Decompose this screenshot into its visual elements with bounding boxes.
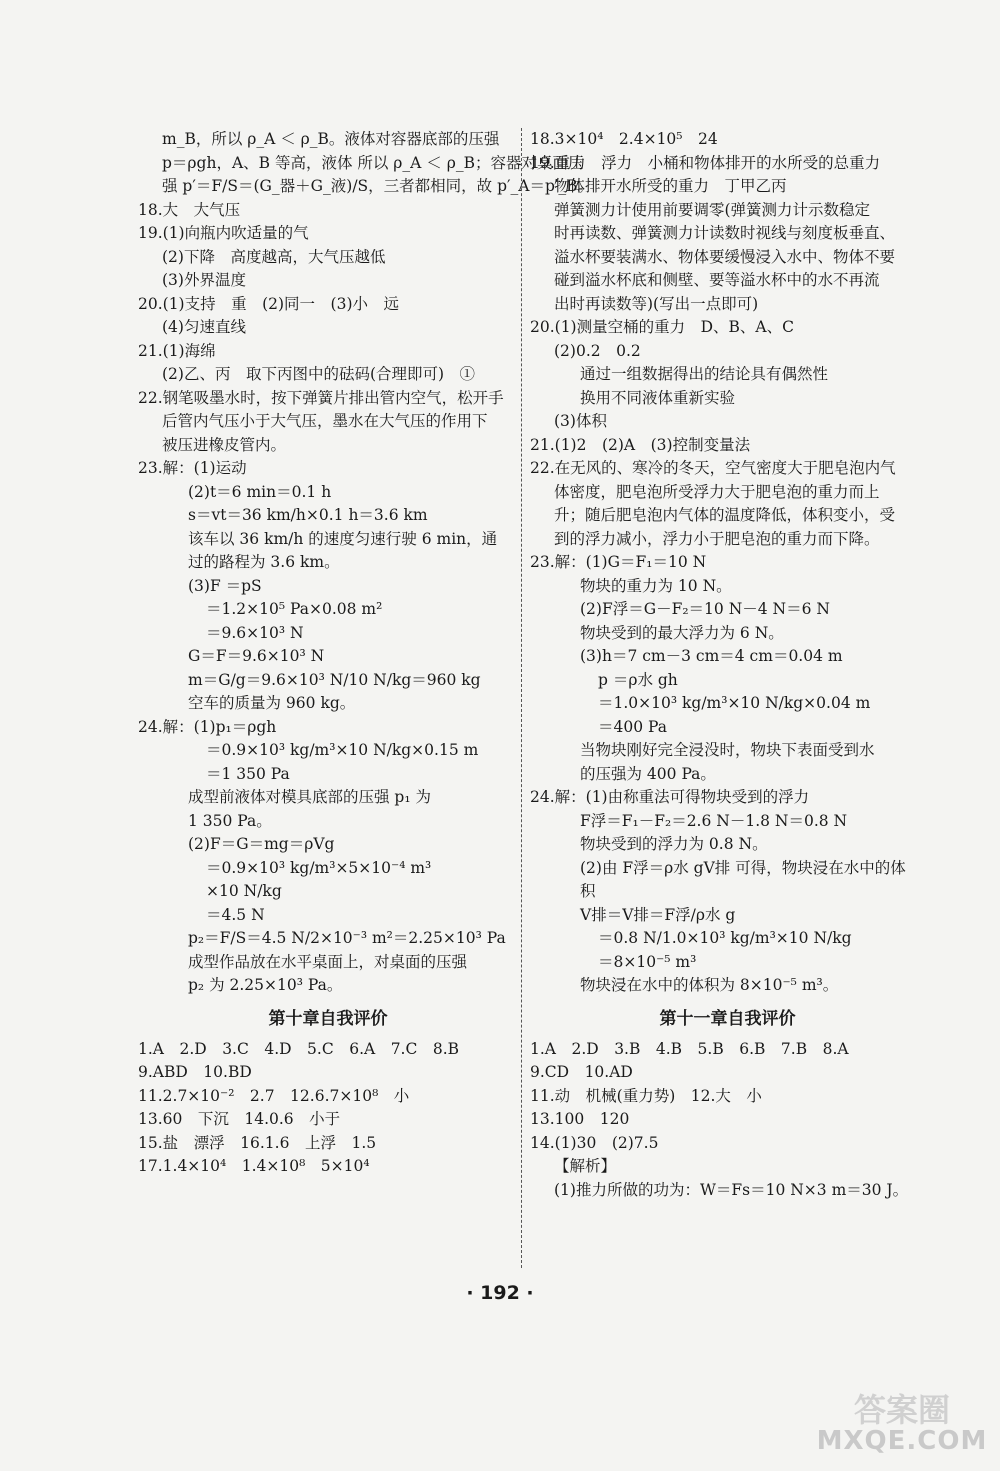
text-line: 物块受到的最大浮力为 6 N。 — [580, 623, 784, 642]
text-line: 溢水杯要装满水、物体要缓慢浸入水中、物体不要 — [554, 247, 896, 266]
text-line: F浮＝F₁－F₂＝2.6 N－1.8 N＝0.8 N — [580, 811, 848, 830]
page-number: · 192 · — [466, 1282, 534, 1304]
text-line: 21.(1)2 (2)A (3)控制变量法 — [530, 435, 751, 454]
text-line: 强 p′＝F/S＝(G_器＋G_液)/S，三者都相同，故 p′_A＝p′_B。 — [162, 177, 594, 195]
text-line: ＝9.6×10³ N — [206, 623, 304, 642]
text-line: 后管内气压小于大气压，墨水在大气压的作用下 — [162, 412, 488, 430]
chapter-heading: 第十章自我评价 — [268, 1008, 388, 1029]
text-line: s＝vt＝36 km/h×0.1 h＝3.6 km — [188, 506, 428, 524]
answer-line: 11.动 机械(重力势) 12.大 小 — [530, 1086, 762, 1105]
analysis-label: 【解析】 — [554, 1157, 617, 1175]
answer-line: (1)推力所做的功为：W＝Fs＝10 N×3 m＝30 J。 — [554, 1180, 909, 1199]
text-line: 成型作品放在水平桌面上，对桌面的压强 — [188, 952, 468, 971]
text-line: (3)体积 — [554, 412, 607, 430]
text-line: (2)t＝6 min＝0.1 h — [188, 482, 332, 501]
text-line: ＝1.0×10³ kg/m³×10 N/kg×0.04 m — [598, 694, 871, 712]
text-line: 当物块刚好完全浸没时，物块下表面受到水 — [580, 741, 875, 759]
watermark-site: MXQE.COM — [816, 1426, 988, 1456]
text-line: 的压强为 400 Pa。 — [580, 764, 716, 783]
text-line: 成型前液体对模具底部的压强 p₁ 为 — [188, 788, 431, 806]
text-line: 19.(1)向瓶内吹适量的气 — [138, 224, 309, 242]
text-line: 过的路程为 3.6 km。 — [188, 553, 340, 571]
answer-line: 13.60 下沉 14.0.6 小于 — [138, 1110, 341, 1128]
text-line: (2)由 F浮＝ρ水 gV排 可得，物块浸在水中的体 — [580, 858, 906, 877]
text-line: 24.解：(1)由称重法可得物块受到的浮力 — [530, 788, 810, 806]
text-line: ＝4.5 N — [206, 905, 265, 924]
text-line: ＝0.9×10³ kg/m³×5×10⁻⁴ m³ — [206, 858, 432, 877]
answer-line: 11.2.7×10⁻² 2.7 12.6.7×10⁸ 小 — [138, 1086, 410, 1105]
text-line: ＝0.9×10³ kg/m³×10 N/kg×0.15 m — [206, 741, 479, 759]
answer-line: 14.(1)30 (2)7.5 — [530, 1133, 659, 1152]
text-line: (2)下降 高度越高，大气压越低 — [162, 247, 386, 266]
text-line: p ＝ρ水 gh — [598, 670, 678, 689]
text-line: 物块的重力为 10 N。 — [580, 576, 732, 595]
text-line: V排＝V排＝F浮/ρ水 g — [580, 905, 736, 924]
answer-line: 13.100 120 — [530, 1110, 630, 1128]
text-line: ＝400 Pa — [598, 717, 667, 736]
text-line: 积 — [580, 882, 596, 900]
answer-line: 15.盐 漂浮 16.1.6 上浮 1.5 — [138, 1133, 377, 1152]
column-divider — [521, 128, 522, 1268]
text-line: 18.3×10⁴ 2.4×10⁵ 24 — [530, 130, 718, 148]
text-line: 该车以 36 km/h 的速度匀速行驶 6 min，通 — [188, 529, 498, 548]
text-line: 19.重力 浮力 小桶和物体排开的水所受的总重力 — [530, 153, 881, 172]
right-column — [530, 128, 925, 1202]
text-line: 碰到溢水杯底和侧壁、要等溢水杯中的水不再流 — [554, 271, 880, 289]
answer-line: 17.1.4×10⁴ 1.4×10⁸ 5×10⁴ — [138, 1157, 370, 1175]
watermark — [812, 1392, 992, 1462]
text-line: ＝8×10⁻⁵ m³ — [598, 952, 697, 971]
text-line: 升；随后肥皂泡内气体的温度降低，体积变小，受 — [554, 506, 896, 524]
text-line: 20.(1)支持 重 (2)同一 (3)小 远 — [138, 294, 400, 313]
text-line: 20.(1)测量空桶的重力 D、B、A、C — [530, 318, 794, 336]
text-line: ＝1 350 Pa — [206, 764, 290, 783]
text-line: 23.解：(1)G＝F₁＝10 N — [530, 553, 707, 571]
text-line: 出时再读数等)(写出一点即可) — [554, 294, 759, 313]
text-line: 物体排开水所受的重力 丁甲乙丙 — [554, 177, 787, 195]
text-line: 到的浮力减小，浮力小于肥皂泡的重力而下降。 — [554, 529, 880, 548]
answer-line: 1.A 2.D 3.B 4.B 5.B 6.B 7.B 8.A — [530, 1039, 849, 1058]
text-line: (2)0.2 0.2 — [554, 341, 641, 360]
text-line: (2)F＝G＝mg＝ρVg — [188, 835, 335, 853]
text-line: 被压进橡皮管内。 — [162, 435, 287, 454]
text-line: ×10 N/kg — [206, 882, 282, 900]
text-line: 22.钢笔吸墨水时，按下弹簧片排出管内空气，松开手 — [138, 388, 504, 407]
text-line: 22.在无风的、寒冷的冬天，空气密度大于肥皂泡内气 — [530, 459, 896, 477]
text-line: 18.大 大气压 — [138, 200, 241, 219]
answer-line: 1.A 2.D 3.C 4.D 5.C 6.A 7.C 8.B — [138, 1039, 460, 1058]
watermark-logo: 答案圈 — [853, 1391, 950, 1429]
text-line: m_B，所以 ρ_A ＜ ρ_B。液体对容器底部的压强 — [162, 130, 500, 148]
text-line: 21.(1)海绵 — [138, 341, 216, 360]
text-line: 弹簧测力计使用前要调零(弹簧测力计示数稳定 — [554, 200, 871, 219]
text-line: (3)F ＝pS — [188, 576, 262, 595]
text-line: m＝G/g＝9.6×10³ N/10 N/kg＝960 kg — [188, 670, 481, 689]
text-line: 空车的质量为 960 kg。 — [188, 694, 356, 712]
text-line: 24.解：(1)p₁＝ρgh — [138, 717, 277, 736]
text-line: 时再读数、弹簧测力计读数时视线与刻度板垂直、 — [554, 224, 896, 242]
answer-line: 9.ABD 10.BD — [138, 1063, 252, 1081]
text-line: 1 350 Pa。 — [188, 811, 272, 830]
answer-line: 9.CD 10.AD — [530, 1063, 633, 1081]
text-line: 23.解：(1)运动 — [138, 459, 247, 477]
text-line: (3)h＝7 cm－3 cm＝4 cm＝0.04 m — [580, 647, 843, 665]
text-line: G＝F＝9.6×10³ N — [188, 647, 325, 665]
text-line: 物块受到的浮力为 0.8 N。 — [580, 835, 768, 853]
chapter-heading: 第十一章自我评价 — [659, 1008, 796, 1029]
text-line: 换用不同液体重新实验 — [580, 388, 736, 407]
text-line: (4)匀速直线 — [162, 318, 246, 336]
text-line: ＝0.8 N/1.0×10³ kg/m³×10 N/kg — [598, 929, 852, 947]
text-line: 物块浸在水中的体积为 8×10⁻⁵ m³。 — [580, 976, 839, 994]
text-line: (3)外界温度 — [162, 271, 246, 289]
text-line: p＝ρgh，A、B 等高，液体 所以 ρ_A ＜ ρ_B；容器对桌面压 — [162, 153, 584, 172]
text-line: 体密度，肥皂泡所受浮力大于肥皂泡的重力而上 — [554, 482, 880, 501]
text-line: p₂＝F/S＝4.5 N/2×10⁻³ m²＝2.25×10³ Pa — [188, 929, 506, 947]
text-line: p₂ 为 2.25×10³ Pa。 — [188, 976, 343, 994]
text-line: (2)乙、丙 取下丙图中的砝码(合理即可) ① — [162, 365, 476, 383]
text-line: ＝1.2×10⁵ Pa×0.08 m² — [206, 600, 383, 618]
text-line: (2)F浮＝G－F₂＝10 N－4 N＝6 N — [580, 600, 830, 618]
text-line: 通过一组数据得出的结论具有偶然性 — [580, 365, 829, 383]
